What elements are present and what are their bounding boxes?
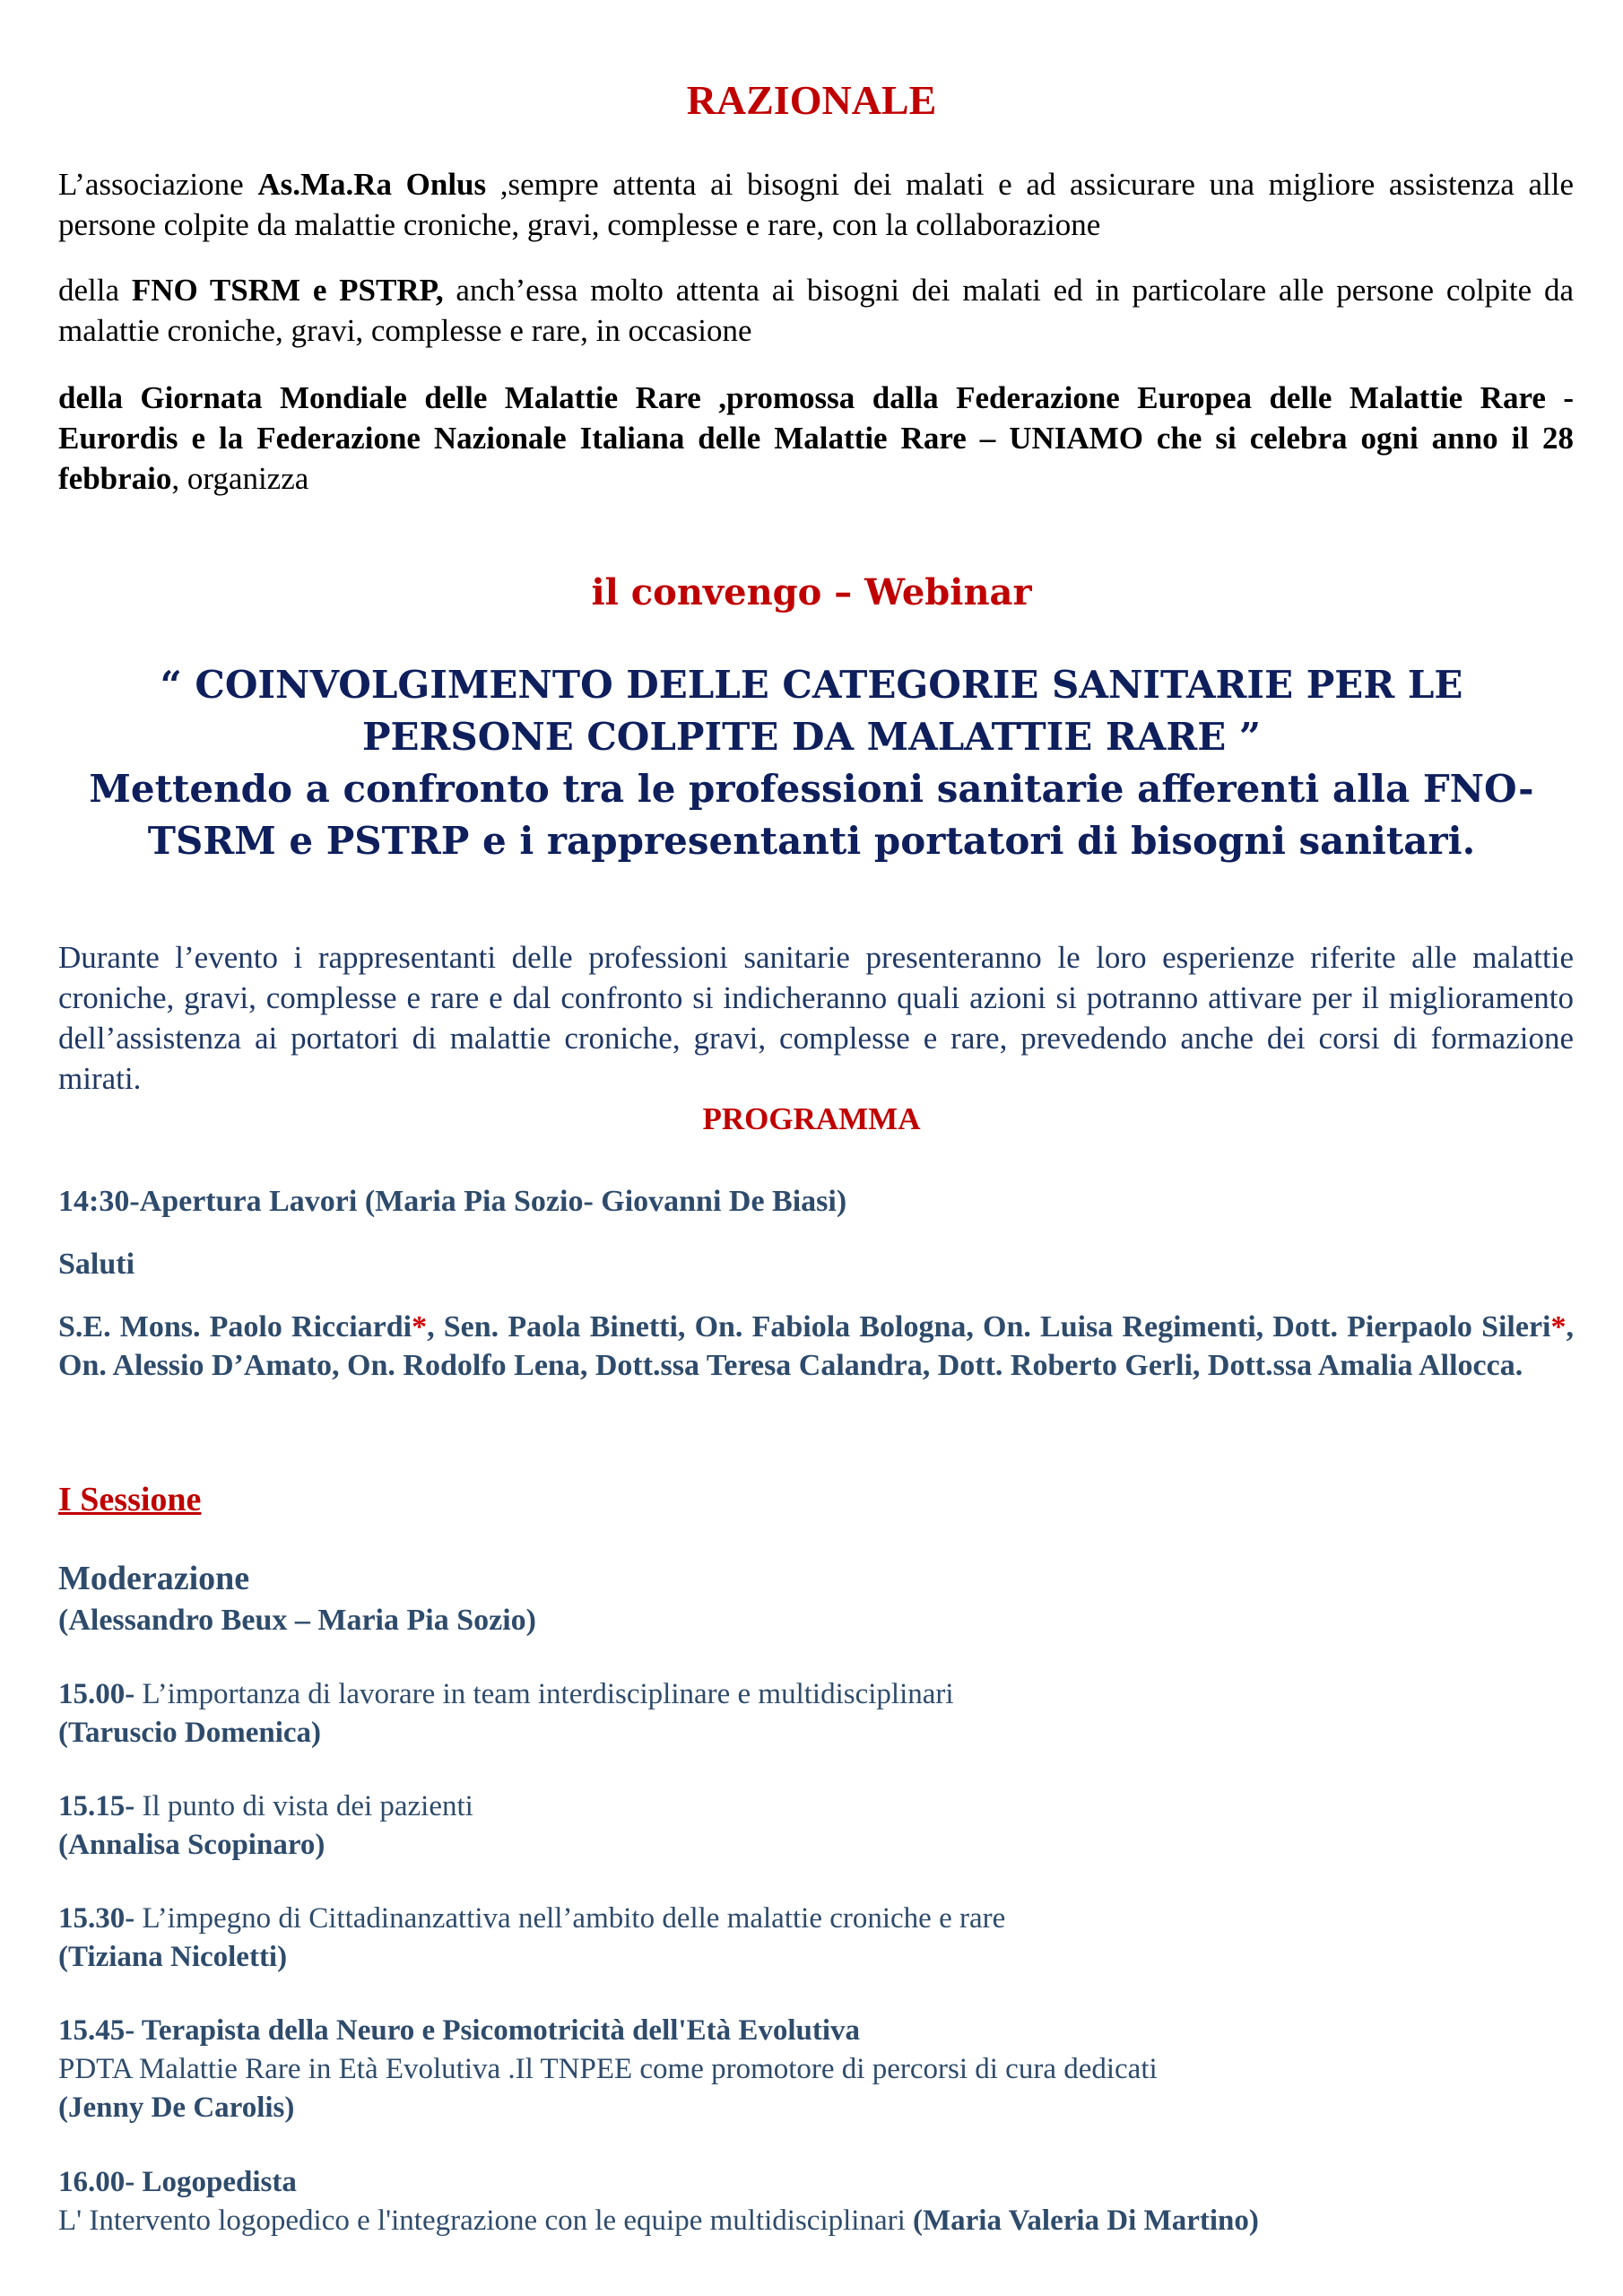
opening-item: 14:30-Apertura Lavori (Maria Pia Sozio- Giovanni De Biasi) — [58, 1185, 847, 1218]
convegno-label: il convengo – Webinar — [591, 571, 1032, 613]
item-speaker: (Maria Valeria Di Martino) — [913, 2205, 1259, 2237]
asterisk: * — [412, 1310, 428, 1344]
association-name: As.Ma.Ra Onlus — [257, 167, 487, 202]
event-description: della Giornata Mondiale delle Malattie Rare ,promossa dalla Federazione Europea delle Malattie Rare - Eurordis e la Federazione Nazionale Italiana delle Malattie Rare – UNIAMO che si celebra ogni anno il 28 febbraio — [58, 380, 1574, 496]
saluti-heading: Saluti — [58, 1248, 135, 1281]
razionale-paragraph-2 — [58, 270, 1574, 351]
razionale-paragraph-3 — [58, 378, 1574, 499]
item-speaker: (Tiziana Nicoletti) — [58, 1941, 288, 1973]
razionale-paragraph-1 — [58, 164, 1574, 245]
text-span: della — [58, 273, 132, 308]
item-speaker: (Jenny De Carolis) — [58, 2092, 295, 2124]
convegno-subtitle: Mettendo a confronto tra le professioni sanitarie afferenti alla FNO-TSRM e PSTRP e i rappresentanti portatori di bisogni sanitari. — [89, 767, 1534, 863]
item-text: Il punto di vista dei pazienti — [135, 1790, 473, 1822]
item-text: L' Intervento logopedico e l'integrazione con le equipe multidisciplinari — [58, 2205, 914, 2237]
program-item — [58, 2163, 1574, 2240]
session-title: I Sessione — [58, 1481, 202, 1518]
moderators: (Alessandro Beux – Maria Pia Sozio) — [58, 1604, 536, 1637]
item-role: Terapista della Neuro e Psicomotricità dell'Età Evolutiva — [135, 2014, 861, 2047]
item-time: 15.45- — [58, 2014, 135, 2047]
razionale-title: RAZIONALE — [686, 77, 937, 123]
text-span: , On. Alessio D’Amato, On. Rodolfo Lena, Dott.ssa Teresa Calandra, Dott. Roberto Gerli, Dott.ssa Amalia Allocca. — [58, 1310, 1574, 1382]
event-description-paragraph: Durante l’evento i rappresentanti delle professioni sanitarie presenteranno le loro esperienze riferite alle malattie croniche, gravi, complesse e rare e dal confronto si indicheranno quali azioni si potranno attivare per il miglioramento dell’assistenza ai portatori di malattie croniche, gravi, complesse e rare, prevedendo anche dei corsi di formazione mirati. — [58, 940, 1574, 1096]
federation-name: FNO TSRM e PSTRP, — [131, 273, 444, 308]
program-item — [58, 1900, 1574, 1977]
item-time: 15.15- — [58, 1790, 135, 1822]
programma-title: PROGRAMMA — [702, 1101, 921, 1136]
asterisk: * — [1550, 1310, 1567, 1344]
text-span: S.E. Mons. Paolo Ricciardi — [58, 1310, 412, 1344]
item-text: L’importanza di lavorare in team interdisciplinare e multidisciplinari — [135, 1678, 954, 1710]
item-time: 16.00- — [58, 2166, 135, 2198]
item-time: 15.00- — [58, 1678, 135, 1710]
item-text: L’impegno di Cittadinanzattiva nell’ambito delle malattie croniche e rare — [135, 1902, 1006, 1935]
convegno-title: “ COINVOLGIMENTO DELLE CATEGORIE SANITARIE PER LE PERSONE COLPITE DA MALATTIE RARE ” — [160, 663, 1463, 759]
item-speaker: (Annalisa Scopinaro) — [58, 1829, 325, 1861]
item-speaker: (Taruscio Domenica) — [58, 1717, 322, 1749]
text-span: L’associazione — [58, 167, 258, 202]
item-time: 15.30- — [58, 1902, 135, 1935]
moderazione-heading: Moderazione — [58, 1560, 250, 1597]
program-item — [58, 2012, 1574, 2127]
program-item — [58, 1787, 1574, 1865]
text-span: , organizza — [171, 461, 309, 496]
text-span: ,sempre attenta ai bisogni dei malati e ad assicurare una migliore assistenza alle persone colpite da malattie croniche, gravi, complesse e rare, con la collaborazione — [58, 167, 1574, 242]
text-span: , Sen. Paola Binetti, On. Fabiola Bologna, On. Luisa Regimenti, Dott. Pierpaolo Sileri — [427, 1310, 1551, 1344]
text-span: anch’essa molto attenta ai bisogni dei malati ed in particolare alle persone colpite da malattie croniche, gravi, complesse e rare, in occasione — [58, 273, 1574, 348]
item-role: Logopedista — [135, 2166, 297, 2198]
item-text: PDTA Malattie Rare in Età Evolutiva .Il TNPEE come promotore di percorsi di cura dedicati — [58, 2053, 1158, 2085]
guests-list — [58, 1308, 1574, 1385]
program-item — [58, 1675, 1574, 1752]
